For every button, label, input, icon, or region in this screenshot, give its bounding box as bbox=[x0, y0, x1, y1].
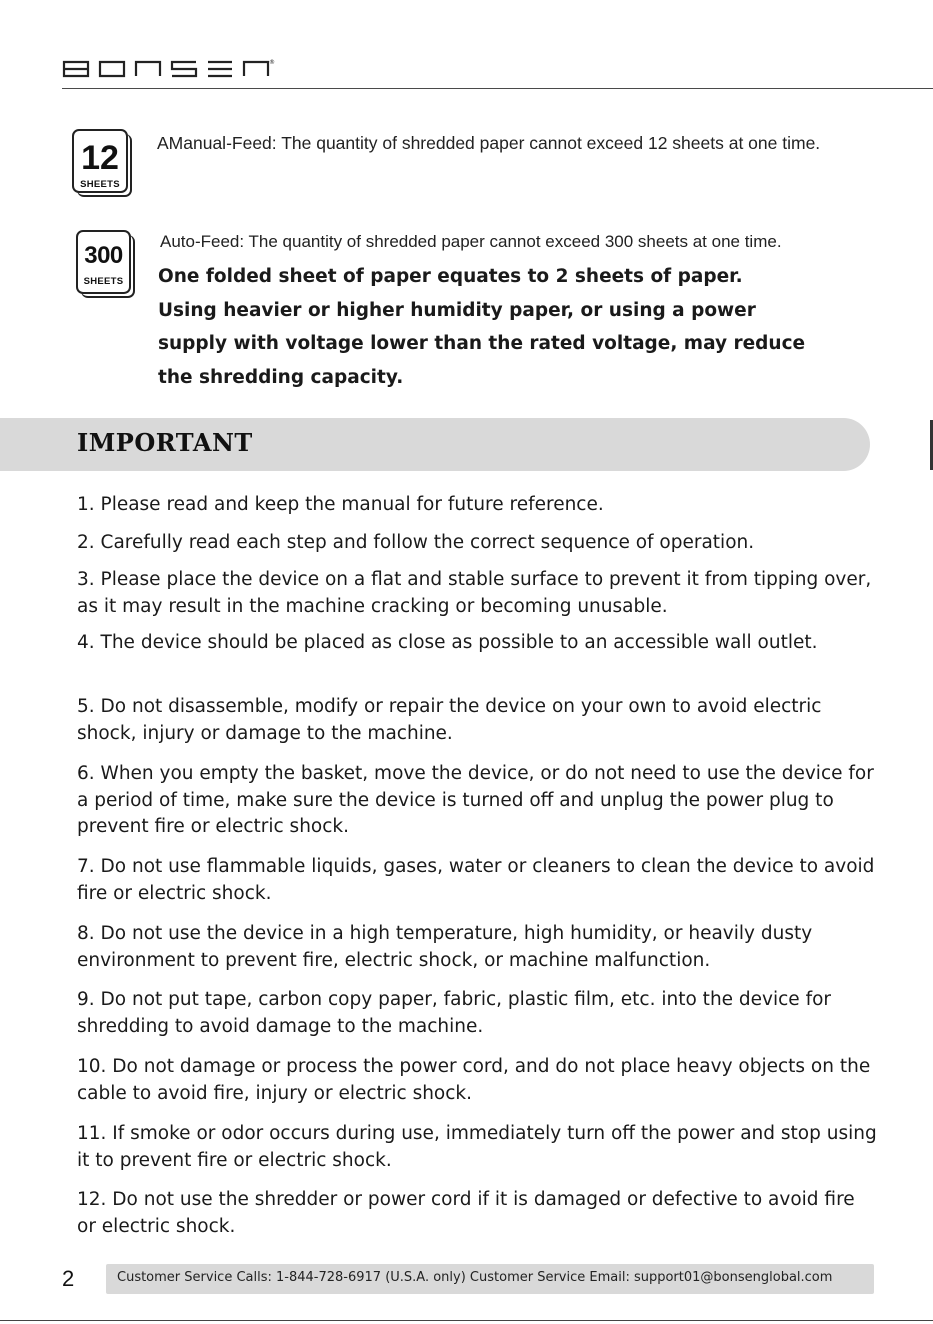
list-item: 5. Do not disassemble, modify or repair the device on your own to avoid electric shock, injury or damage to the machine. bbox=[77, 696, 822, 744]
sheets-300-badge-icon bbox=[76, 230, 131, 294]
list-item: 1. Please read and keep the manual for future reference. bbox=[77, 494, 604, 515]
capacity-note-line: Using heavier or higher humidity paper, or using a power bbox=[158, 299, 756, 321]
manual-feed-text: AManual-Feed: The quantity of shredded paper cannot exceed 12 sheets at one time. bbox=[157, 133, 821, 153]
list-item: 11. If smoke or odor occurs during use, immediately turn off the power and stop using it to prevent fire or electric shock. bbox=[77, 1123, 877, 1171]
badge-number: 12 bbox=[81, 139, 119, 177]
brand-logo bbox=[62, 56, 282, 82]
badge-unit: SHEETS bbox=[83, 276, 124, 287]
list-item: 2. Carefully read each step and follow the correct sequence of operation. bbox=[77, 532, 755, 553]
auto-feed-text: Auto-Feed: The quantity of shredded paper cannot exceed 300 sheets at one time. bbox=[160, 232, 782, 251]
bonsen-wordmark bbox=[62, 56, 282, 82]
list-item: 6. When you empty the basket, move the device, or do not need to use the device for a period of time, make sure the device is turned off and unplug the power plug to prevent fire or electric shock. bbox=[77, 763, 874, 837]
sheets-12-badge-icon bbox=[72, 129, 128, 193]
list-item: 12. Do not use the shredder or power cord if it is damaged or defective to avoid fire or electric shock. bbox=[77, 1189, 855, 1237]
capacity-note-line: supply with voltage lower than the rated voltage, may reduce bbox=[158, 333, 806, 354]
list-item: 7. Do not use flammable liquids, gases, water or cleaners to clean the device to avoid fire or electric shock. bbox=[77, 856, 875, 904]
important-heading: IMPORTANT bbox=[77, 428, 253, 457]
capacity-note-line: the shredding capacity. bbox=[158, 366, 404, 388]
badge-unit: SHEETS bbox=[80, 179, 120, 190]
list-item: 3. Please place the device on a flat and stable surface to prevent it from tipping over, as it may result in the machine cracking or becoming unusable. bbox=[77, 569, 872, 617]
capacity-note-line: One folded sheet of paper equates to 2 sheets of paper. bbox=[158, 266, 743, 287]
list-item: 10. Do not damage or process the power cord, and do not place heavy objects on the cable to avoid fire, injury or electric shock. bbox=[77, 1056, 871, 1104]
customer-service-contact: Customer Service Calls: 1-844-728-6917 (U.S.A. only) Customer Service Email: support01@bonsenglobal.com bbox=[117, 1270, 833, 1285]
capacity-note bbox=[158, 260, 878, 394]
badge-number: 300 bbox=[84, 242, 123, 269]
header-divider bbox=[62, 88, 933, 89]
list-item: 8. Do not use the device in a high temperature, high humidity, or heavily dusty environment to prevent fire, electric shock, or machine malfunction. bbox=[77, 923, 813, 971]
registered-mark: ® bbox=[269, 59, 275, 66]
list-item: 4. The device should be placed as close as possible to an accessible wall outlet. bbox=[77, 632, 818, 653]
list-item: 9. Do not put tape, carbon copy paper, fabric, plastic film, etc. into the device for shredding to avoid damage to the machine. bbox=[77, 989, 832, 1037]
bottom-divider bbox=[0, 1320, 933, 1321]
page-number: 2 bbox=[62, 1266, 75, 1291]
